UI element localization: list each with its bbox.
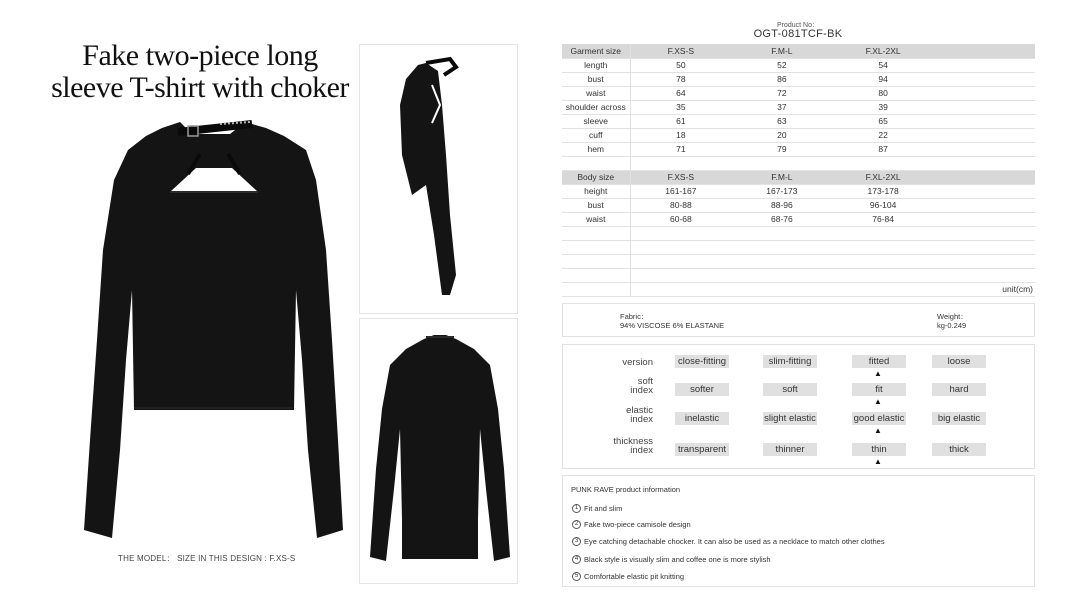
fit-row-label-line: index (630, 414, 653, 425)
fit-row-version (563, 349, 1034, 378)
product-number-label: Product No： (776, 22, 820, 29)
table-cell: 35 (630, 100, 731, 114)
row-label: cuff (562, 128, 630, 142)
list-number-icon: 2 (572, 520, 581, 529)
table-cell: 52 (731, 58, 832, 72)
list-number-icon: 1 (572, 504, 581, 513)
table-cell: 173-178 (833, 184, 934, 198)
table-row (562, 86, 1035, 100)
table-cell: 68-76 (731, 212, 832, 226)
selected-arrow-icon: ▲ (874, 369, 882, 378)
size-col-header: F.XS-S (630, 170, 731, 184)
list-number-icon: 3 (572, 537, 581, 546)
table-cell: 88-96 (731, 198, 832, 212)
fabric-value: 94% VISCOSE 6% ELASTANE (620, 321, 725, 330)
table-row (562, 184, 1035, 198)
fit-row-label-line: elastic (626, 405, 653, 416)
table-cell: 80-88 (630, 198, 731, 212)
list-item-text: Fit and slim (584, 504, 623, 513)
table-cell: 87 (833, 142, 934, 156)
table-cell: 61 (630, 114, 731, 128)
row-label: waist (562, 212, 630, 226)
list-item-text: Black style is visually slim and coffee one is more stylish (584, 555, 771, 564)
list-item (572, 504, 622, 513)
list-item-text: Eye catching detachable chocker. It can also be used as a necklace to match other clothes (584, 537, 885, 546)
size-col-header: F.XL-2XL (833, 170, 934, 184)
table-cell: 37 (731, 100, 832, 114)
list-item-text: Fake two-piece camisole design (584, 520, 691, 529)
fit-option: slight elastic (764, 413, 816, 424)
garment-size-header-row (562, 44, 1035, 58)
fit-row-label-line: index (630, 385, 653, 396)
table-row (562, 142, 1035, 156)
fabric-label: Fabric： (620, 312, 649, 321)
table-row (562, 100, 1035, 114)
row-label: bust (562, 198, 630, 212)
garment-size-header: Garment size (562, 44, 630, 58)
fit-option: hard (932, 383, 986, 396)
fit-row-label: version (622, 357, 653, 368)
fit-option: thick (932, 443, 986, 456)
fit-option: softer (675, 383, 729, 396)
product-title-line2: sleeve T-shirt with choker (51, 71, 349, 104)
front-view-image (70, 110, 360, 550)
table-cell: 71 (630, 142, 731, 156)
row-label: sleeve (562, 114, 630, 128)
fit-option-selected: good elastic (853, 413, 905, 424)
size-col-header: F.XL-2XL (833, 44, 934, 58)
fit-row-elastic-index (563, 405, 1034, 435)
table-cell: 79 (731, 142, 832, 156)
row-label: height (562, 184, 630, 198)
empty-row (562, 254, 1035, 268)
selected-arrow-icon: ▲ (874, 397, 882, 406)
weight-value: kg-0.249 (937, 321, 967, 330)
fit-row-thickness-index (563, 436, 1034, 466)
list-number-icon: 4 (572, 555, 581, 564)
weight-label: Weight： (937, 312, 968, 321)
table-cell: 63 (731, 114, 832, 128)
fit-option: soft (763, 383, 817, 396)
row-label: bust (562, 72, 630, 86)
table-cell: 76-84 (833, 212, 934, 226)
table-cell: 54 (833, 58, 934, 72)
body-size-header: Body size (562, 170, 630, 184)
table-cell: 78 (630, 72, 731, 86)
size-col-header: F.XS-S (630, 44, 731, 58)
table-cell: 86 (731, 72, 832, 86)
fit-row-label (589, 406, 653, 424)
fit-option-selected: fitted (852, 355, 906, 368)
product-info-box (562, 475, 1035, 587)
table-cell: 18 (630, 128, 731, 142)
table-cell: 20 (731, 128, 832, 142)
selected-arrow-icon: ▲ (874, 457, 882, 466)
table-cell: 65 (833, 114, 934, 128)
row-label: hem (562, 142, 630, 156)
unit-label: unit(cm) (934, 282, 1035, 296)
unit-row (562, 282, 1035, 296)
size-col-header: F.M-L (731, 170, 832, 184)
list-item (572, 572, 684, 581)
table-cell: 39 (833, 100, 934, 114)
table-cell: 96-104 (833, 198, 934, 212)
fit-option: thinner (763, 443, 817, 456)
fit-row-label (589, 377, 653, 395)
empty-row (562, 156, 1035, 170)
selected-arrow-icon: ▲ (874, 426, 882, 435)
size-table (562, 44, 1035, 297)
table-cell: 167-173 (731, 184, 832, 198)
row-label: waist (562, 86, 630, 100)
table-cell: 94 (833, 72, 934, 86)
fit-option: loose (932, 355, 986, 368)
table-row (562, 198, 1035, 212)
table-row (562, 212, 1035, 226)
fabric-box (562, 303, 1035, 337)
row-label: shoulder across (562, 100, 630, 114)
empty-row (562, 226, 1035, 240)
empty-row (562, 240, 1035, 254)
product-title (40, 40, 360, 104)
table-cell: 80 (833, 86, 934, 100)
list-item (572, 520, 691, 529)
table-cell: 50 (630, 58, 731, 72)
list-number-icon: 5 (572, 572, 581, 581)
table-cell: 161-167 (630, 184, 731, 198)
table-row (562, 58, 1035, 72)
fit-option: inelastic (675, 412, 729, 425)
empty-row (562, 268, 1035, 282)
product-info-title: PUNK RAVE product information (571, 485, 681, 494)
fit-row-label-line: index (630, 445, 653, 456)
table-cell: 64 (630, 86, 731, 100)
table-cell: 60-68 (630, 212, 731, 226)
product-number: OGT-081TCF-BK (753, 28, 843, 40)
fit-option-selected: thin (852, 443, 906, 456)
back-view-image (360, 319, 519, 585)
fit-option: big elastic (932, 412, 986, 425)
fit-row-soft-index (563, 376, 1034, 406)
fit-row-label-line: thickness (613, 436, 653, 447)
side-view-panel (359, 44, 518, 314)
fit-scale-box (562, 344, 1035, 469)
table-cell: 72 (731, 86, 832, 100)
fit-row-label (589, 437, 653, 455)
table-row (562, 114, 1035, 128)
list-item (572, 555, 771, 564)
side-view-image (360, 45, 519, 315)
list-item-text: Comfortable elastic pit knitting (584, 572, 685, 581)
fit-option: transparent (675, 443, 729, 456)
fit-option: close-fitting (675, 355, 729, 368)
table-row (562, 72, 1035, 86)
product-title-line1: Fake two-piece long (82, 39, 318, 72)
size-col-header: F.M-L (731, 44, 832, 58)
table-row (562, 128, 1035, 142)
fit-option-selected: fit (852, 383, 906, 396)
table-cell: 22 (833, 128, 934, 142)
body-size-header-row (562, 170, 1035, 184)
fit-row-label-line: soft (637, 376, 653, 387)
model-size-note: THE MODEL： SIZE IN THIS DESIGN : F.XS-S (118, 554, 296, 563)
fit-option: slim-fitting (763, 355, 817, 368)
back-view-panel (359, 318, 518, 584)
list-item (572, 537, 885, 546)
row-label: length (562, 58, 630, 72)
